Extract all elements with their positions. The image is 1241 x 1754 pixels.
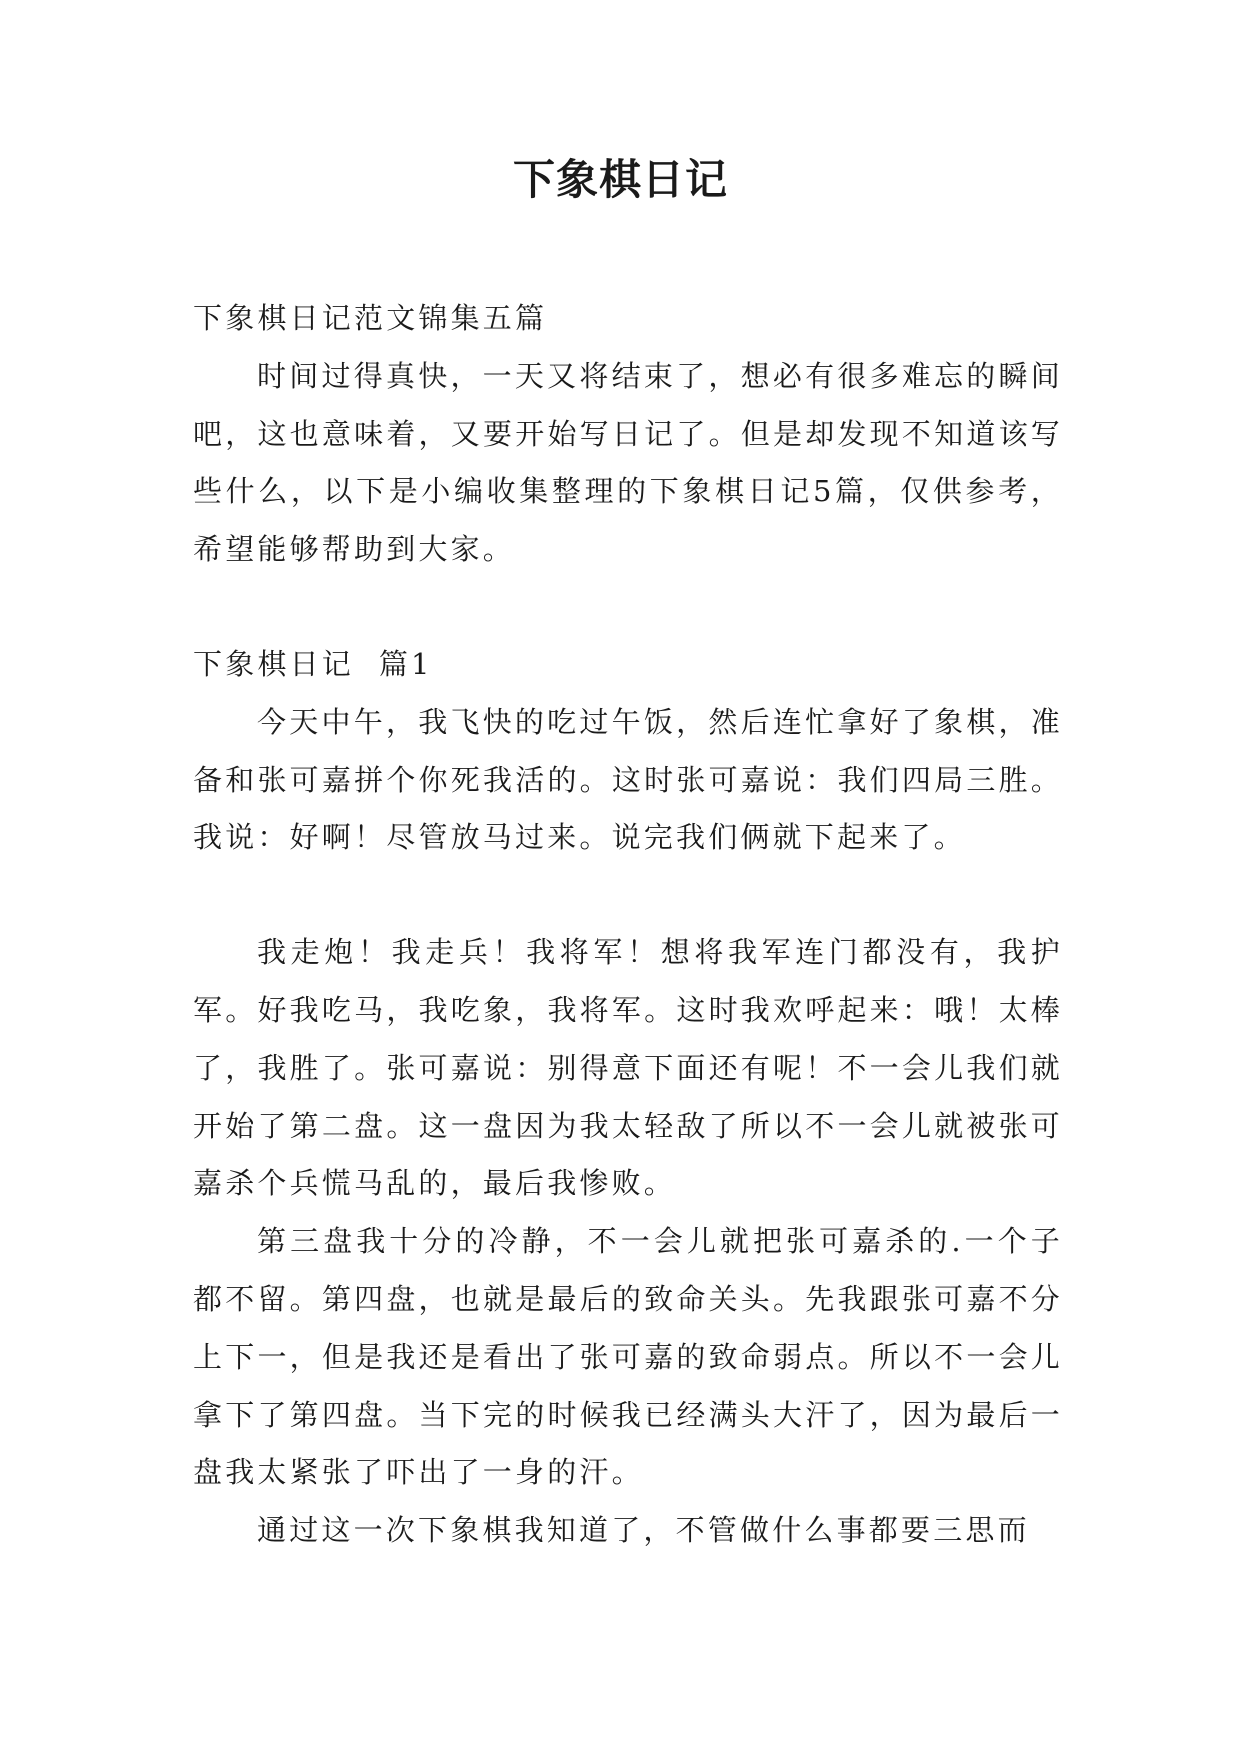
intro-paragraph: 时间过得真快，一天又将结束了，想必有很多难忘的瞬间吧，这也意味着，又要开始写日记了。但是却发现不知道该写些什么，以下是小编收集整理的下象棋日记5篇，仅供参考，希望能够帮助到大家。: [193, 358, 1063, 567]
section-heading: 下象棋日记 篇1: [193, 646, 433, 681]
body-paragraph: 通过这一次下象棋我知道了，不管做什么事都要三思而: [257, 1513, 1030, 1548]
document-body: [193, 290, 1063, 1560]
body-paragraph: 今天中午，我飞快的吃过午饭，然后连忙拿好了象棋，准备和张可嘉拼个你死我活的。这时张可嘉说：我们四局三胜。我说：好啊！尽管放马过来。说完我们俩就下起来了。: [193, 704, 1063, 855]
body-paragraph: 我走炮！我走兵！我将军！想将我军连门都没有，我护军。好我吃马，我吃象，我将军。这时我欢呼起来：哦！太棒了，我胜了。张可嘉说：别得意下面还有呢！不一会儿我们就开始了第二盘。这一盘因为我太轻敌了所以不一会儿就被张可嘉杀个兵慌马乱的，最后我惨败。: [193, 935, 1063, 1201]
document-subtitle: 下象棋日记范文锦集五篇: [193, 301, 548, 335]
document-title: 下象棋日记: [512, 155, 728, 204]
body-paragraph: 第三盘我十分的冷静，不一会儿就把张可嘉杀的.一个子都不留。第四盘，也就是最后的致命关头。先我跟张可嘉不分上下一，但是我还是看出了张可嘉的致命弱点。所以不一会儿拿下了第四盘。当下完的时候我已经满头大汗了，因为最后一盘我太紧张了吓出了一身的汗。: [193, 1224, 1063, 1490]
